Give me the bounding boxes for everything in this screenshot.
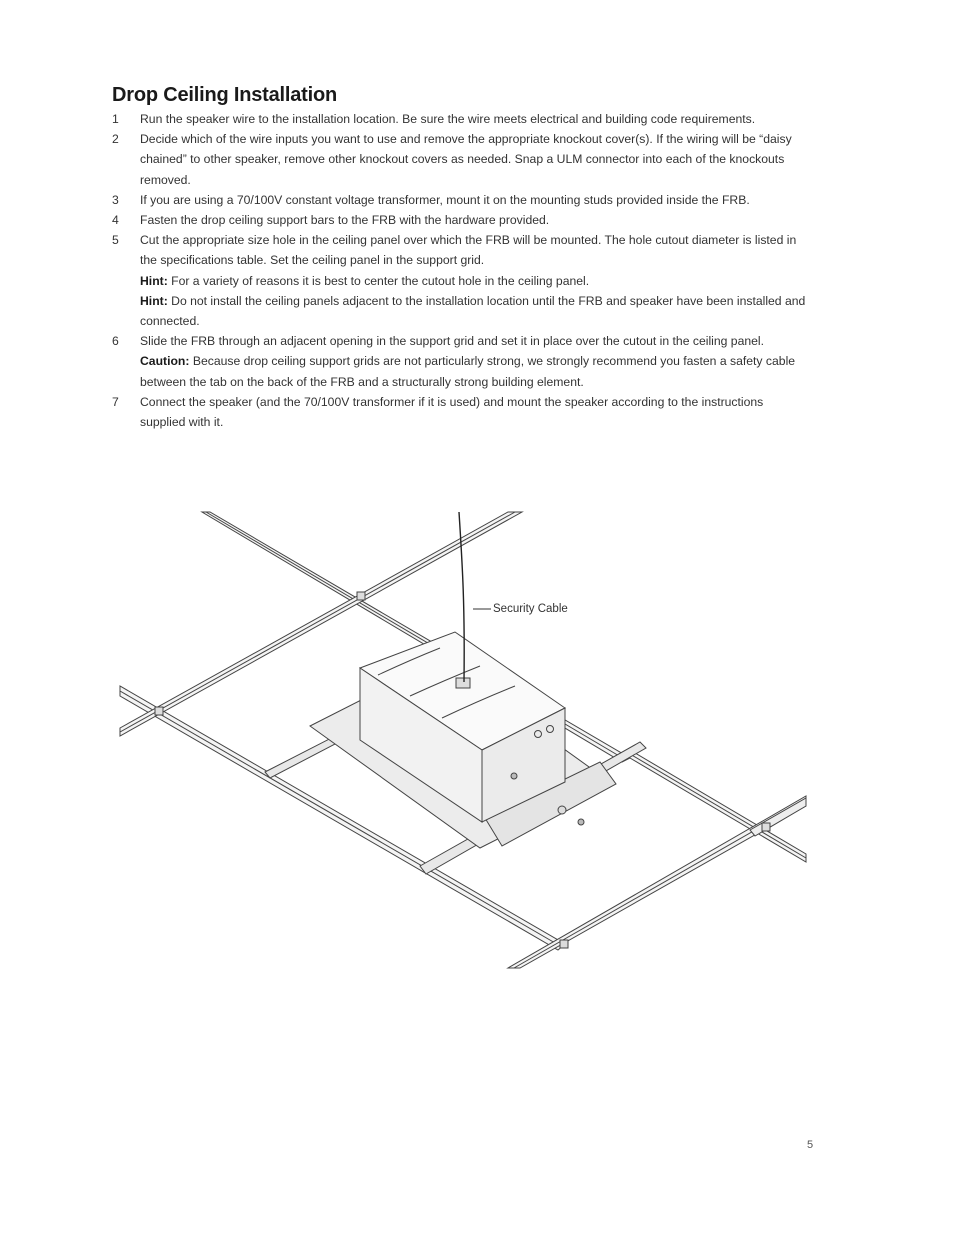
step-6	[112, 331, 812, 392]
step-1	[112, 109, 812, 129]
note-label: Hint:	[140, 293, 168, 308]
page-title: Drop Ceiling Installation	[112, 84, 338, 106]
page-number: 5	[807, 1139, 814, 1151]
security-cable-label: Security Cable	[493, 603, 568, 615]
step-number: 1	[112, 112, 119, 126]
step-number: 6	[112, 334, 119, 349]
frb-enclosure	[360, 632, 565, 822]
note-text: Do not install the ceiling panels adjacent to the installation location until the FRB and speaker have been installed and connected.	[140, 293, 806, 329]
step-number: 4	[112, 213, 119, 228]
step-text: Slide the FRB through an adjacent opening in the support grid and set it in place over the cutout in the ceiling panel.	[140, 334, 765, 349]
step-text: Fasten the drop ceiling support bars to the FRB with the hardware provided.	[140, 213, 550, 228]
step-number: 2	[112, 132, 119, 147]
step-text: Run the speaker wire to the installation location. Be sure the wire meets electrical and building code requirements.	[140, 112, 756, 126]
step-number: 5	[112, 233, 119, 248]
step-number: 3	[112, 192, 119, 207]
step-text: Decide which of the wire inputs you want to use and remove the appropriate knockout cover(s). If the wiring will be “daisy chained” to other speaker, remove other knockout covers as needed. Snap a ULM connector into each of the knockouts removed.	[140, 132, 792, 187]
note-label: Caution:	[140, 354, 190, 369]
drop-ceiling-diagram	[110, 500, 810, 975]
note-text: Because drop ceiling support grids are not particularly strong, we strongly recommend you fasten a safety cable between the tab on the back of the FRB and a structurally strong building element.	[140, 354, 796, 389]
installation-steps	[112, 109, 812, 432]
step-text: If you are using a 70/100V constant voltage transformer, mount it on the mounting studs provided inside the FRB.	[140, 192, 750, 207]
step-text: Cut the appropriate size hole in the ceiling panel over which the FRB will be mounted. The hole cutout diameter is listed in the specifications table. Set the ceiling panel in the support grid.	[140, 233, 797, 268]
step-3	[112, 190, 812, 210]
note-text: For a variety of reasons it is best to center the cutout hole in the ceiling panel.	[171, 273, 590, 288]
cable-tab	[456, 678, 470, 688]
step-number: 7	[112, 394, 119, 409]
step-5	[112, 230, 812, 331]
hint-note	[140, 291, 812, 331]
step-7	[112, 392, 812, 432]
caution-note	[140, 351, 812, 391]
note-label: Hint:	[140, 273, 168, 288]
hint-note	[140, 271, 812, 291]
step-2	[112, 129, 812, 190]
step-4	[112, 210, 812, 230]
step-text: Connect the speaker (and the 70/100V transformer if it is used) and mount the speaker according to the instructions supplied with it.	[140, 394, 764, 430]
